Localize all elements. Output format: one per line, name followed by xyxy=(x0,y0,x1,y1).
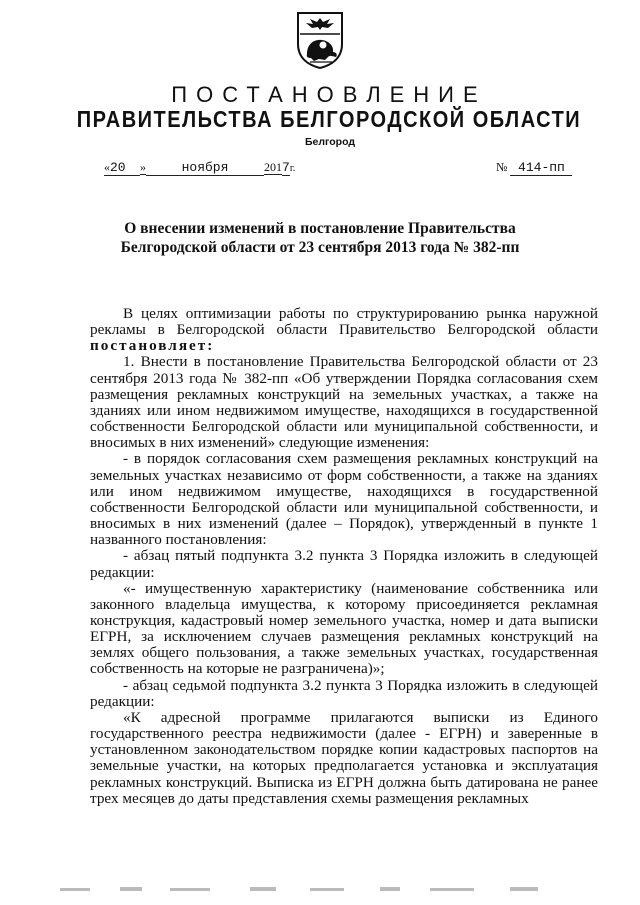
date-open-quote: « xyxy=(104,160,110,174)
date-year-suffix: 7 xyxy=(282,160,290,175)
document-subject xyxy=(110,219,530,257)
body-paragraph-quote-5: «- имущественную характеристику (наименование собственника или законного владельца имущества, к которому присоединяется рекламная конструкция, кадастровый номер земельного участка, номер и дата выписки ЕГРН, за исключением случаев размещения рекламных конструкций на землях общего пользования, а также земельных участках, государственная собственность на которые не разграничена)»; xyxy=(90,579,598,678)
scan-bleed-through xyxy=(50,884,590,896)
belgorod-coat-of-arms-icon xyxy=(292,10,348,70)
date-year-prefix: 201 xyxy=(264,160,282,174)
number-value: 414-пп xyxy=(510,161,572,176)
body-paragraph-preamble xyxy=(90,306,598,354)
body-paragraph-amend-5: - абзац пятый подпункта 3.2 пункта 3 Порядка изложить в следующей редакции: xyxy=(90,547,598,581)
document-type-title: ПОСТАНОВЛЕНИЕ xyxy=(171,82,487,107)
resolves-word: постановляет: xyxy=(90,337,215,355)
document-body xyxy=(90,306,598,807)
document-number xyxy=(496,160,572,176)
city-name: Белгород xyxy=(304,136,356,148)
date-close-quote: » xyxy=(140,160,146,174)
body-paragraph-amend-7: - абзац седьмой подпункта 3.2 пункта 3 Порядка изложить в следующей редакции: xyxy=(90,676,598,710)
body-paragraph-quote-7: «К адресной программе прилагаются выписки из Единого государственного реестра недвижимости (далее - ЕГРН) и заверенные в установленном законодательством порядке копии кадастровых паспортов на земельные участки, на которых предполагается установка и эксплуатация рекламных конструкций. Выписка из ЕГРН должна быть датирована не ранее трех месяцев до даты представления схемы размещения рекламных xyxy=(90,708,598,807)
issuer-name: ПРАВИТЕЛЬСТВА БЕЛГОРОДСКОЙ ОБЛАСТИ xyxy=(76,107,582,133)
subject-line-2: Белгородской области от 23 сентября 2013 года № 382-пп xyxy=(120,239,520,256)
body-paragraph-procedure: - в порядок согласования схем размещения рекламных конструкций на земельных участках независимо от форм собственности, а также на зданиях или ином недвижимом имуществе, находящихся в государственной собственности Белгородской области или муниципальной собственности, и вносимых в них изменений (далее – Порядок), утвержденный в пункте 1 названного постановления: xyxy=(90,450,598,549)
date-year-abbr: г. xyxy=(289,163,296,174)
subject-line-1: О внесении изменений в постановление Правительства xyxy=(124,220,516,237)
date-day: 20 xyxy=(110,160,126,175)
date-month: ноября xyxy=(181,160,229,175)
body-paragraph-item-1: 1. Внести в постановление Правительства Белгородской области от 23 сентября 2013 года № 382-пп «Об утверждении Порядка согласования схем размещения рекламных конструкций на земельных участках, а также на зданиях или ином недвижимом имуществе, находящихся в государственной собственности Белгородской области или муниципальной собственности, и вносимых в них изменений» следующие изменения: xyxy=(90,353,598,452)
document-date xyxy=(104,160,295,176)
number-prefix: № xyxy=(496,160,508,174)
preamble-text: В целях оптимизации работы по структурированию рынка наружной рекламы в Белгородской области Правительство Белгородской области xyxy=(90,305,598,339)
